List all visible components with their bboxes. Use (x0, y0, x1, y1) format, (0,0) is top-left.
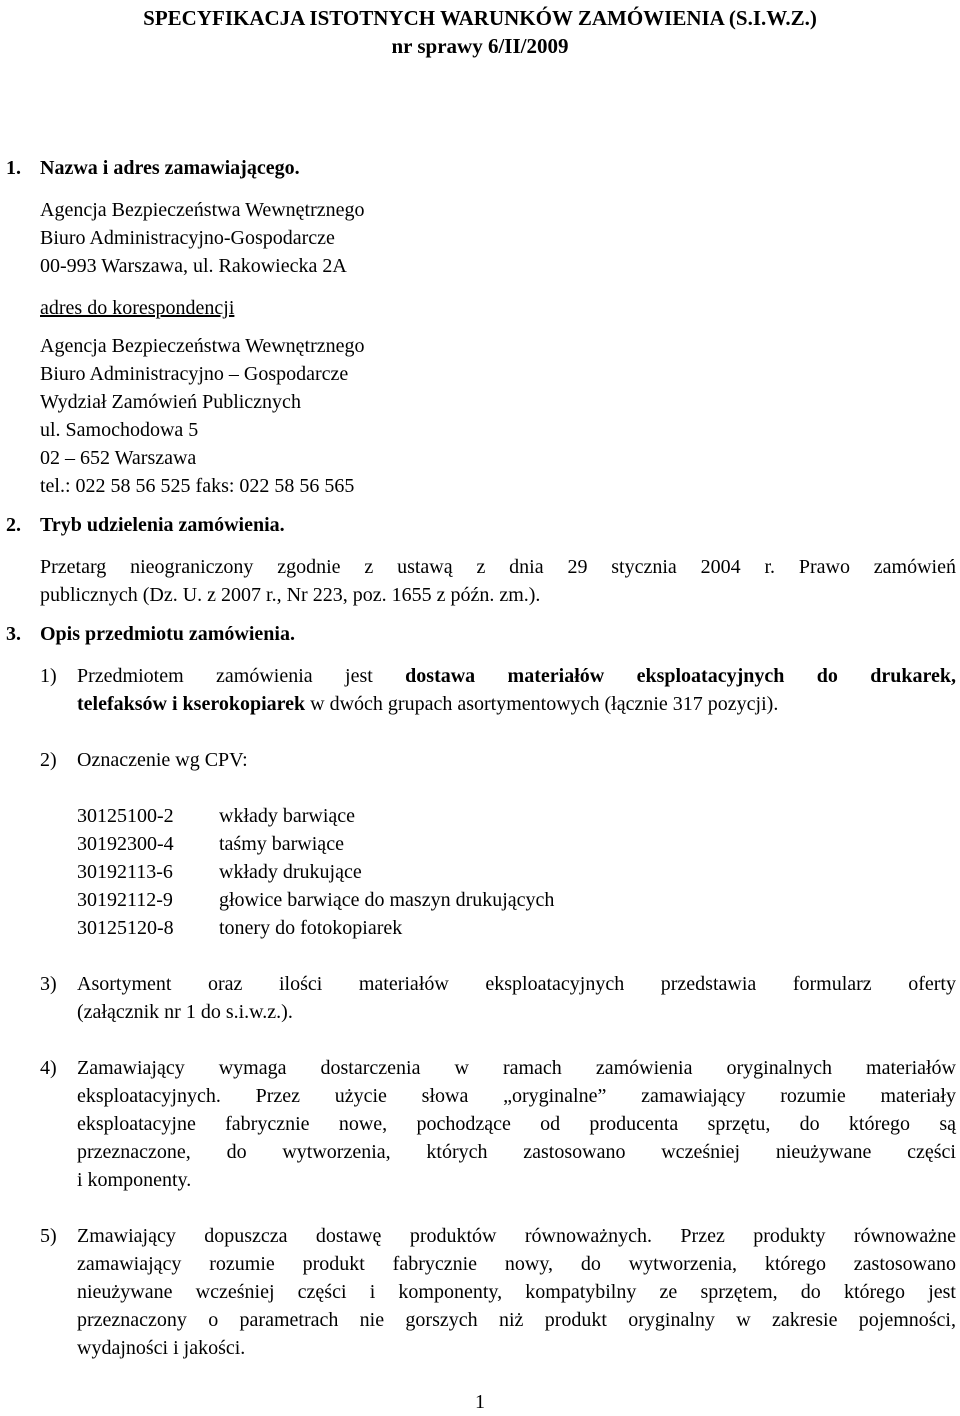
section-1-number: 1. (6, 157, 21, 179)
item-5-line: zamawiający rozumie produkt fabrycznie nowy, do wytworzenia, którego zastosowano (77, 1253, 956, 1275)
item-3-line: Asortyment oraz ilości materiałów eksploatacyjnych przedstawia formularz oferty (77, 973, 956, 995)
item-1-number: 1) (40, 665, 57, 687)
item-2-number: 2) (40, 749, 57, 771)
page-number: 1 (475, 1391, 485, 1413)
section-3-heading: Opis przedmiotu zamówienia. (40, 623, 295, 645)
cpv-code: 30192300-4 (77, 833, 174, 855)
item-1-text: Przedmiotem zamówienia jest (77, 665, 406, 687)
section-3-number: 3. (6, 623, 21, 645)
item-1-bold-text: telefaksów i kserokopiarek (77, 693, 306, 715)
item-3-line: (załącznik nr 1 do s.i.w.z.). (77, 1001, 293, 1023)
item-5-line: przeznaczony o parametrach nie gorszych niż produkt oryginalny w zakresie pojemności, (77, 1309, 956, 1331)
section-2-text-line: publicznych (Dz. U. z 2007 r., Nr 223, poz. 1655 z późn. zm.). (40, 584, 541, 606)
item-1-line (77, 690, 778, 718)
item-4-line: Zamawiający wymaga dostarczenia w ramach zamówienia oryginalnych materiałów (77, 1057, 956, 1079)
item-1-bold-text: dostawa materiałów eksploatacyjnych do drukarek, (405, 665, 956, 687)
cpv-description: wkłady drukujące (219, 861, 362, 883)
section-1-heading: Nazwa i adres zamawiającego. (40, 157, 300, 179)
case-number: nr sprawy 6/II/2009 (391, 34, 569, 58)
cpv-description: taśmy barwiące (219, 833, 344, 855)
cpv-description: głowice barwiące do maszyn drukujących (219, 889, 555, 911)
address-line: Agencja Bezpieczeństwa Wewnętrznego (40, 199, 365, 221)
item-5-line: nieużywane wcześniej części i komponenty, kompatybilny ze sprzętem, do którego jest (77, 1281, 956, 1303)
correspondence-line: Wydział Zamówień Publicznych (40, 391, 301, 413)
cpv-code: 30192113-6 (77, 861, 173, 883)
address-line: Biuro Administracyjno-Gospodarcze (40, 227, 335, 249)
item-4-line: przeznaczone, do wytworzenia, których zastosowano wcześniej nieużywane części (77, 1141, 956, 1163)
item-4-line: eksploatacyjne fabrycznie nowe, pochodzące od producenta sprzętu, do którego są (77, 1113, 956, 1135)
correspondence-line: Biuro Administracyjno – Gospodarcze (40, 363, 349, 385)
section-2-heading: Tryb udzielenia zamówienia. (40, 514, 285, 536)
cpv-description: wkłady barwiące (219, 805, 356, 827)
correspondence-line: Agencja Bezpieczeństwa Wewnętrznego (40, 335, 365, 357)
correspondence-heading: adres do korespondencji (40, 297, 235, 319)
document-title: SPECYFIKACJA ISTOTNYCH WARUNKÓW ZAMÓWIENIA (S.I.W.Z.) (143, 6, 817, 30)
correspondence-line: ul. Samochodowa 5 (40, 419, 199, 441)
cpv-code: 30125120-8 (77, 917, 174, 939)
item-2-text: Oznaczenie wg CPV: (77, 749, 248, 771)
cpv-code: 30125100-2 (77, 805, 174, 827)
item-3-number: 3) (40, 973, 57, 995)
item-4-line: eksploatacyjnych. Przez użycie słowa „oryginalne” zamawiający rozumie materiały (77, 1085, 956, 1107)
item-4-line: i komponenty. (77, 1169, 192, 1191)
cpv-code: 30192112-9 (77, 889, 173, 911)
correspondence-line: 02 – 652 Warszawa (40, 447, 197, 469)
address-line: 00-993 Warszawa, ul. Rakowiecka 2A (40, 255, 347, 277)
item-5-number: 5) (40, 1225, 57, 1247)
cpv-description: tonery do fotokopiarek (219, 917, 403, 939)
contact-line: tel.: 022 58 56 525 faks: 022 58 56 565 (40, 475, 355, 497)
item-1-line (77, 662, 956, 690)
item-5-line: Zmawiający dopuszcza dostawę produktów równoważnych. Przez produkty równoważne (77, 1225, 956, 1247)
section-2-number: 2. (6, 514, 21, 536)
item-1-text: w dwóch grupach asortymentowych (łącznie 317 pozycji). (305, 693, 779, 715)
item-5-line: wydajności i jakości. (77, 1337, 246, 1359)
section-2-text-line: Przetarg nieograniczony zgodnie z ustawą z dnia 29 stycznia 2004 r. Prawo zamówień (40, 556, 956, 578)
item-4-number: 4) (40, 1057, 57, 1079)
